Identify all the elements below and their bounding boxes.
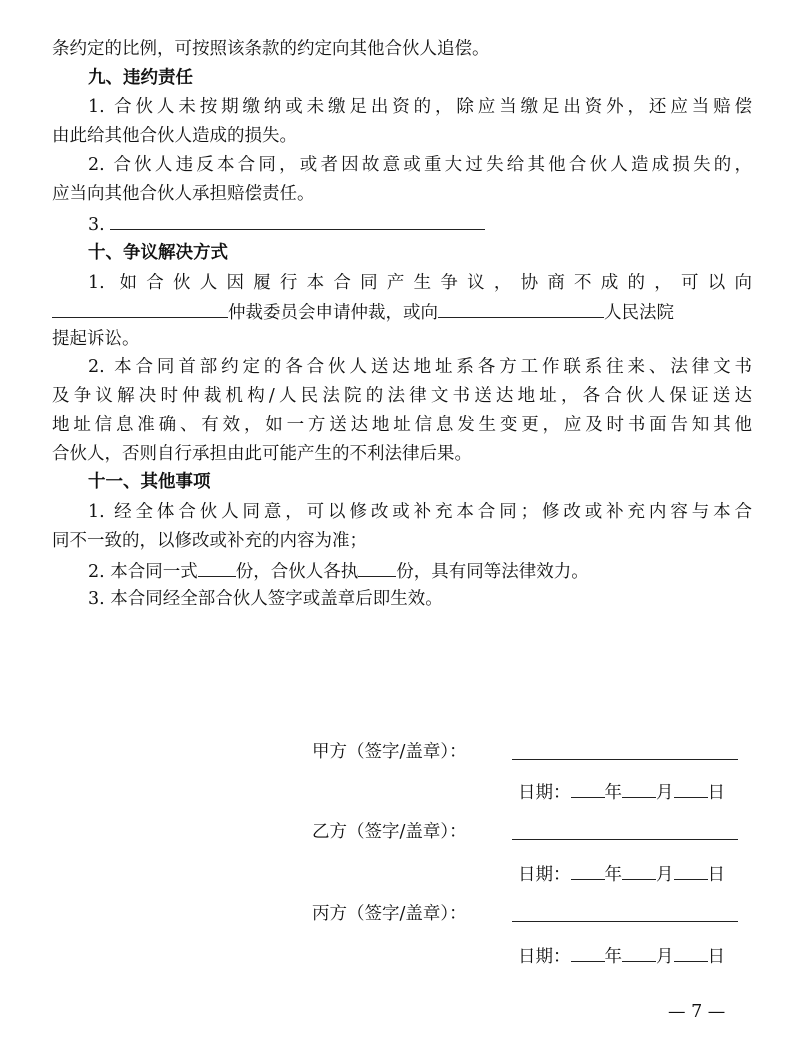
clause-11-2 bbox=[88, 558, 752, 584]
day-label: 日 bbox=[707, 947, 725, 967]
section-heading-10: 十、争议解决方式 bbox=[88, 243, 228, 263]
party-c-signature-label: 丙方（签字/盖章）： bbox=[312, 904, 467, 924]
clause-9-1-line-1: 1. 合伙人未按期缴纳或未缴足出资的，除应当缴足出资外，还应当赔偿 bbox=[88, 97, 752, 117]
paragraph-continuation: 条约定的比例，可按照该条款的约定向其他合伙人追偿。 bbox=[52, 39, 490, 59]
year-label: 年 bbox=[604, 783, 622, 803]
clause-11-3: 3. 本合同经全部合伙人签字或盖章后即生效。 bbox=[88, 589, 443, 609]
party-b-signature-label: 乙方（签字/盖章）： bbox=[312, 822, 467, 842]
day-blank[interactable] bbox=[674, 779, 708, 798]
day-label: 日 bbox=[707, 865, 725, 885]
party-a-signature-label: 甲方（签字/盖章）： bbox=[312, 742, 467, 762]
party-c-signature-line[interactable] bbox=[512, 920, 738, 922]
party-b-date bbox=[518, 861, 725, 887]
party-b-signature-line[interactable] bbox=[512, 838, 738, 840]
section-heading-11: 十一、其他事项 bbox=[88, 472, 211, 492]
day-label: 日 bbox=[707, 783, 725, 803]
month-blank[interactable] bbox=[622, 861, 656, 880]
arbitration-text: 仲裁委员会申请仲裁，或向 bbox=[228, 303, 438, 323]
year-label: 年 bbox=[604, 947, 622, 967]
clause-10-2-line-1: 2. 本合同首部约定的各合伙人送达地址系各方工作联系往来、法律文书 bbox=[88, 357, 752, 377]
clause-9-2-line-1: 2. 合伙人违反本合同，或者因故意或重大过失给其他合伙人造成损失的， bbox=[88, 155, 752, 175]
party-a-signature-line[interactable] bbox=[512, 758, 738, 760]
day-blank[interactable] bbox=[674, 861, 708, 880]
clause-11-1-line-1: 1. 经全体合伙人同意，可以修改或补充本合同；修改或补充内容与本合 bbox=[88, 502, 752, 522]
clause-9-2-line-2: 应当向其他合伙人承担赔偿责任。 bbox=[52, 184, 315, 204]
clause-10-2-line-3: 地址信息准确、有效，如一方送达地址信息发生变更，应及时书面告知其他 bbox=[52, 415, 752, 435]
month-label: 月 bbox=[656, 783, 674, 803]
clause-9-3-blank bbox=[110, 211, 485, 230]
month-blank[interactable] bbox=[622, 779, 656, 798]
section-heading-9: 九、违约责任 bbox=[88, 68, 193, 88]
page-number: — 7 — bbox=[668, 1002, 726, 1022]
clause-11-2-mid: 份，合伙人各执 bbox=[235, 562, 359, 582]
year-label: 年 bbox=[604, 865, 622, 885]
date-label: 日期： bbox=[518, 947, 571, 967]
year-blank[interactable] bbox=[571, 943, 605, 962]
month-label: 月 bbox=[656, 947, 674, 967]
clause-11-1-line-2: 同不一致的，以修改或补充的内容为准； bbox=[52, 531, 367, 551]
clause-10-1-line-2 bbox=[52, 299, 752, 325]
month-blank[interactable] bbox=[622, 943, 656, 962]
clause-10-1-line-1: 1. 如合伙人因履行本合同产生争议，协商不成的，可以向 bbox=[88, 273, 752, 293]
date-label: 日期： bbox=[518, 783, 571, 803]
clause-11-2-pre: 2. 本合同一式 bbox=[88, 562, 198, 582]
copies-each-blank bbox=[358, 558, 396, 577]
clause-9-3 bbox=[88, 211, 752, 237]
copies-total-blank bbox=[198, 558, 236, 577]
party-a-date bbox=[518, 779, 725, 805]
clause-10-1-line-3: 提起诉讼。 bbox=[52, 329, 140, 349]
month-label: 月 bbox=[656, 865, 674, 885]
clause-10-2-line-4: 合伙人，否则自行承担由此可能产生的不利法律后果。 bbox=[52, 444, 472, 464]
clause-11-2-end: 份，具有同等法律效力。 bbox=[396, 562, 589, 582]
day-blank[interactable] bbox=[674, 943, 708, 962]
party-c-date bbox=[518, 943, 725, 969]
arbitration-blank bbox=[52, 299, 228, 318]
clause-10-2-line-2: 及争议解决时仲裁机构/人民法院的法律文书送达地址，各合伙人保证送达 bbox=[52, 386, 752, 406]
date-label: 日期： bbox=[518, 865, 571, 885]
clause-9-1-line-2: 由此给其他合伙人造成的损失。 bbox=[52, 126, 297, 146]
year-blank[interactable] bbox=[571, 779, 605, 798]
court-blank bbox=[438, 299, 604, 318]
clause-9-3-number: 3. bbox=[88, 215, 105, 235]
year-blank[interactable] bbox=[571, 861, 605, 880]
court-text: 人民法院 bbox=[604, 303, 674, 323]
